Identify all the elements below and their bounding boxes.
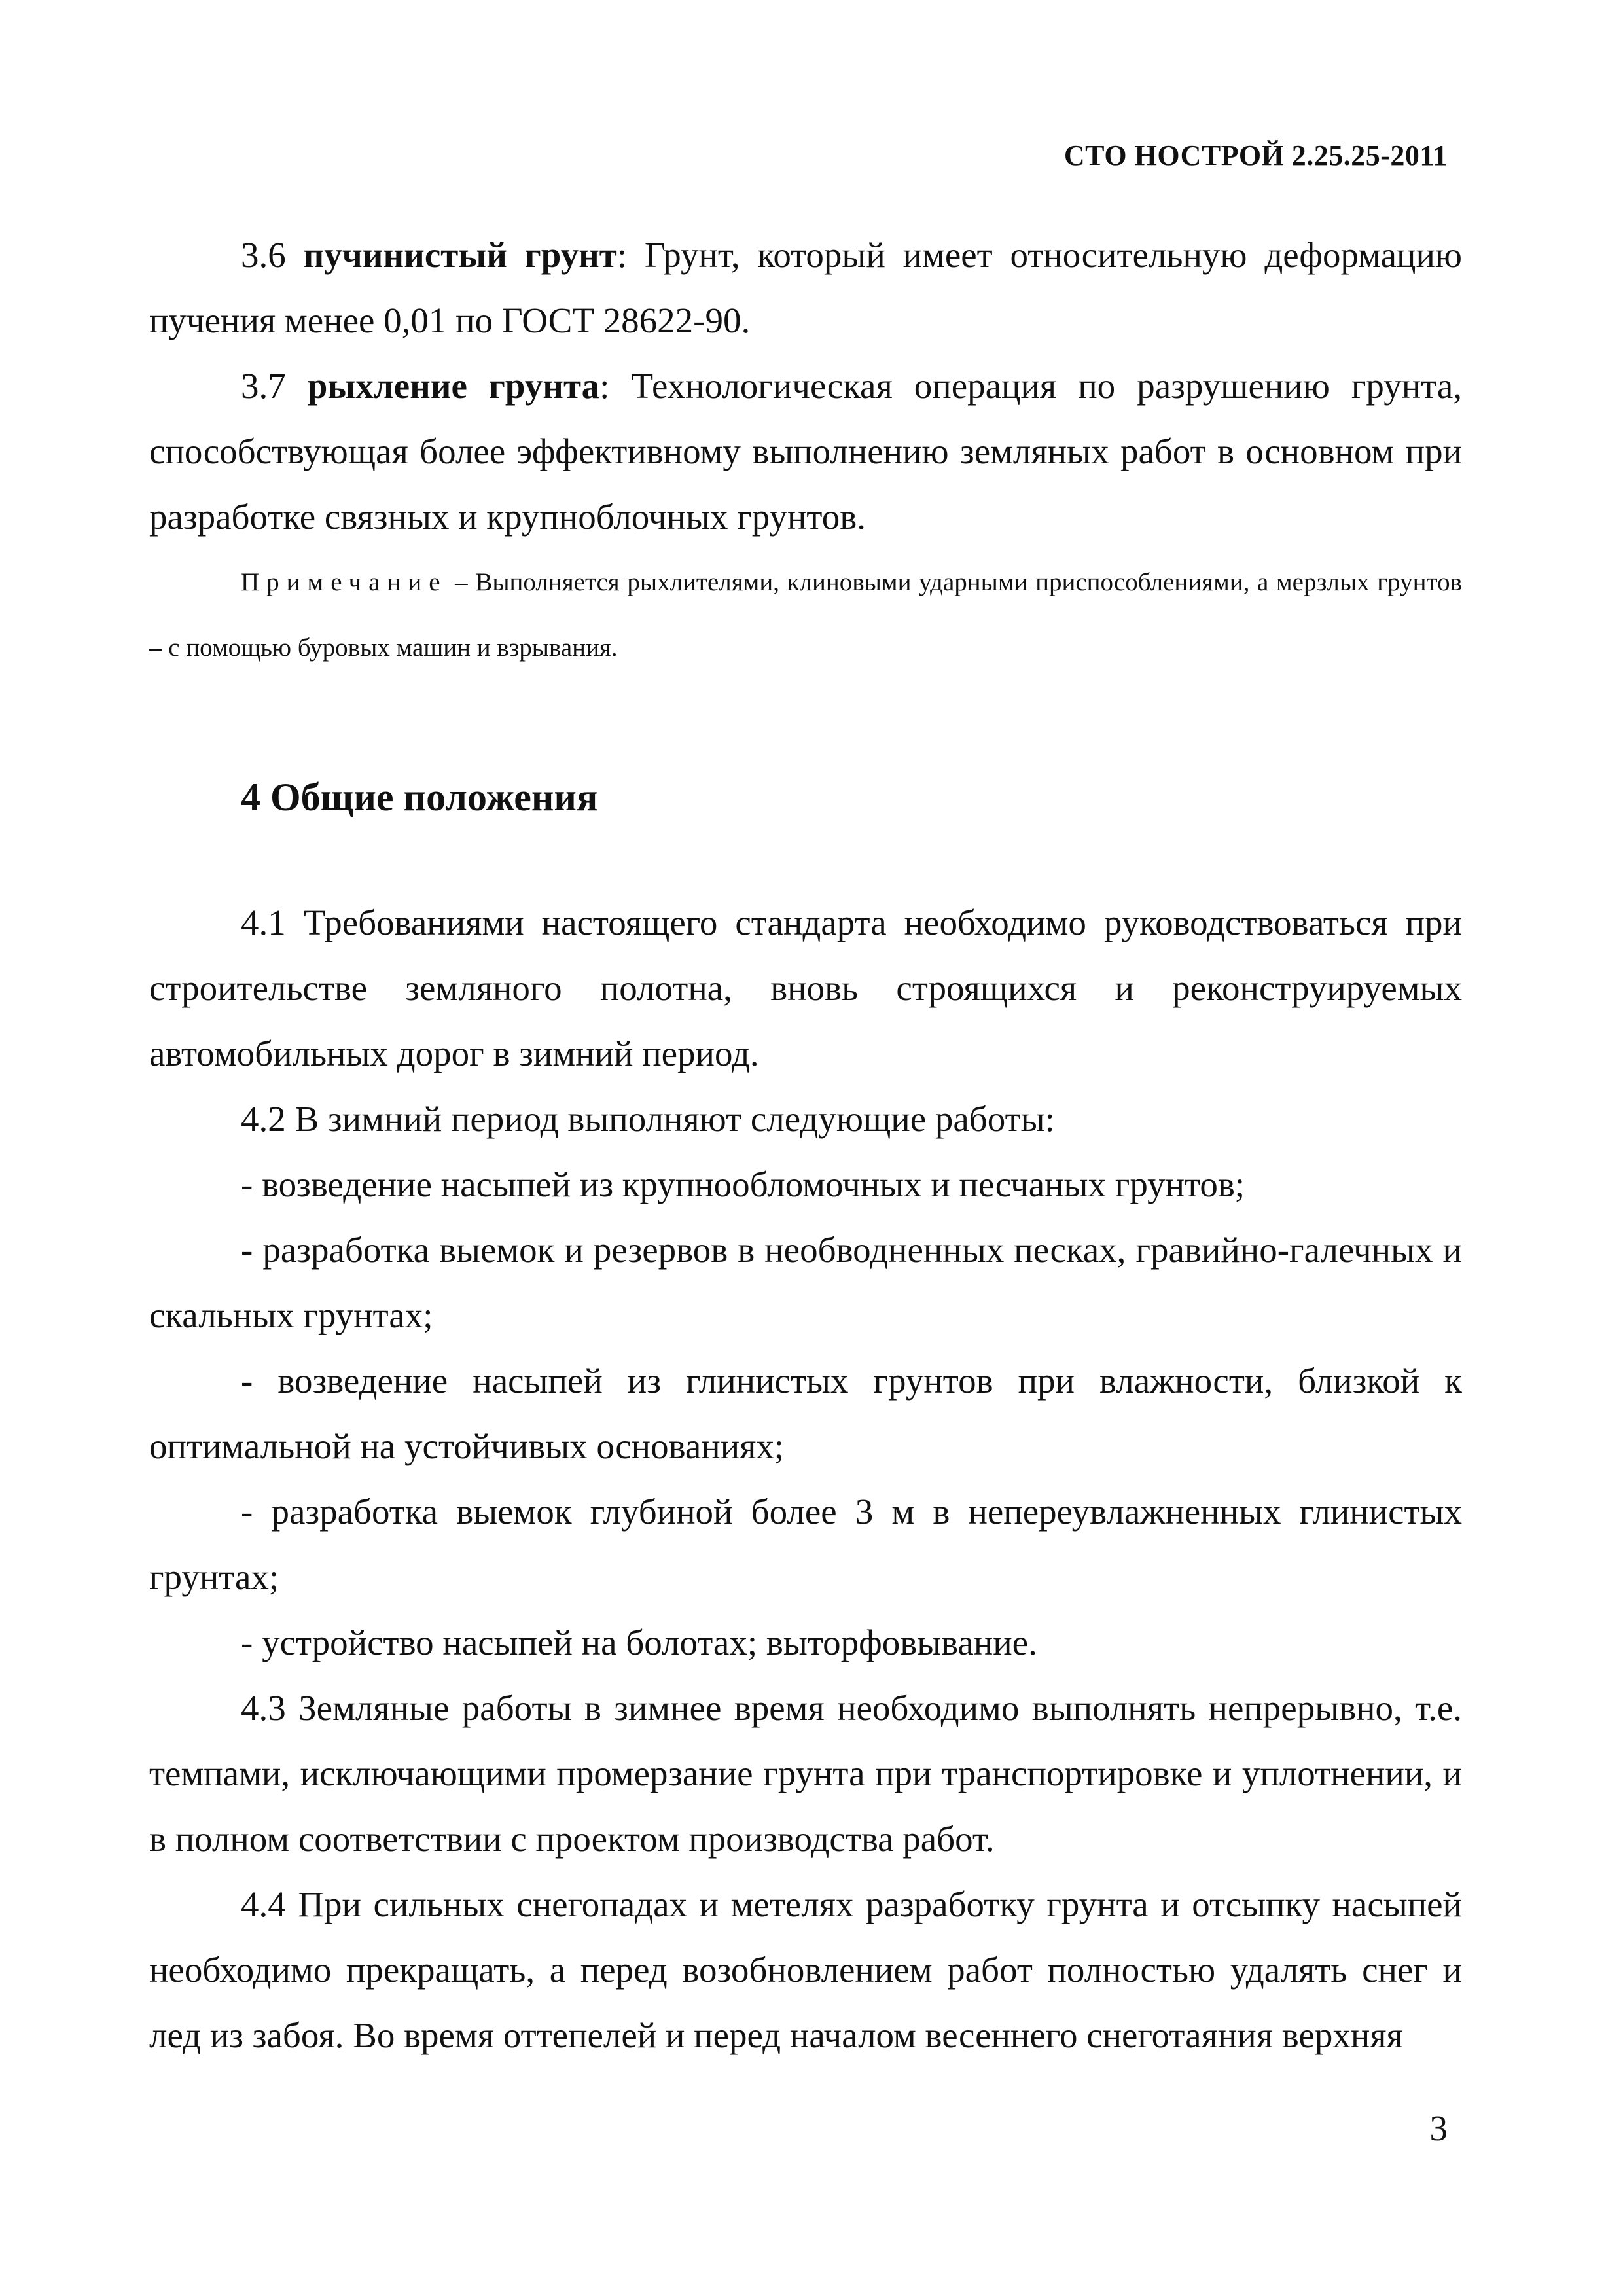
note-text: – Выполняется рыхлителями, клиновыми ударными приспособлениями, а мерзлых грунтов – с помощью буровых машин и взрывания. <box>149 568 1462 662</box>
list-item: - устройство насыпей на болотах; выторфовывание. <box>241 1623 1037 1662</box>
page-number: 3 <box>1429 2108 1448 2148</box>
note-paragraph <box>149 550 1462 681</box>
paragraph-4-1: 4.1 Требованиями настоящего стандарта необходимо руководствоваться при строительстве земляного полотна, вновь строящихся и реконструируемых автомобильных дорог в зимний период. <box>149 903 1462 1073</box>
section-4-title: 4 Общие положения <box>241 776 598 819</box>
list-item: - разработка выемок и резервов в необводненных песках, гравийно-галечных и скальных грунтах; <box>149 1230 1462 1335</box>
paragraph-4-3: 4.3 Земляные работы в зимнее время необходимо выполнять непрерывно, т.е. темпами, исключающими промерзание грунта при транспортировке и уплотнении, и в полном соответствии с проектом производства работ. <box>149 1688 1462 1859</box>
paragraph-3-6-text: : Грунт, который имеет относительную деформацию пучения менее 0,01 по ГОСТ 28622-90. <box>149 235 1462 340</box>
list-item: - возведение насыпей из крупнообломочных и песчаных грунтов; <box>241 1164 1245 1204</box>
term-puchinisty-grunt: пучинистый грунт <box>303 235 617 275</box>
paragraph-4-4: 4.4 При сильных снегопадах и метелях разработку грунта и отсыпку насыпей необходимо прекращать, а перед возобновлением работ полностью удалять снег и лед из забоя. Во время оттепелей и перед началом весеннего снеготаяния верхняя <box>149 1884 1462 2055</box>
paragraph-3-6 <box>149 223 1462 353</box>
note-label: Примечание <box>241 568 448 596</box>
paragraph-3-7-text: : Технологическая операция по разрушению грунта, способствующая более эффективному выполнению земляных работ в основном при разработке связных и крупноблочных грунтов. <box>149 366 1462 537</box>
list-item: - возведение насыпей из глинистых грунтов при влажности, близкой к оптимальной на устойчивых основаниях; <box>149 1361 1462 1466</box>
paragraph-3-7 <box>149 353 1462 550</box>
list-item: - разработка выемок глубиной более 3 м в непереувлажненных глинистых грунтах; <box>149 1492 1462 1597</box>
document-code-header: СТО НОСТРОЙ 2.25.25-2011 <box>1063 139 1448 171</box>
paragraph-3-6-number: 3.6 <box>241 235 286 275</box>
term-rykhlenie-grunta: рыхление грунта <box>307 366 600 406</box>
paragraph-3-7-number: 3.7 <box>241 366 286 406</box>
section-4-block <box>149 890 1462 2068</box>
section-3-block <box>149 223 1462 681</box>
paragraph-4-2: 4.2 В зимний период выполняют следующие работы: <box>241 1099 1055 1139</box>
